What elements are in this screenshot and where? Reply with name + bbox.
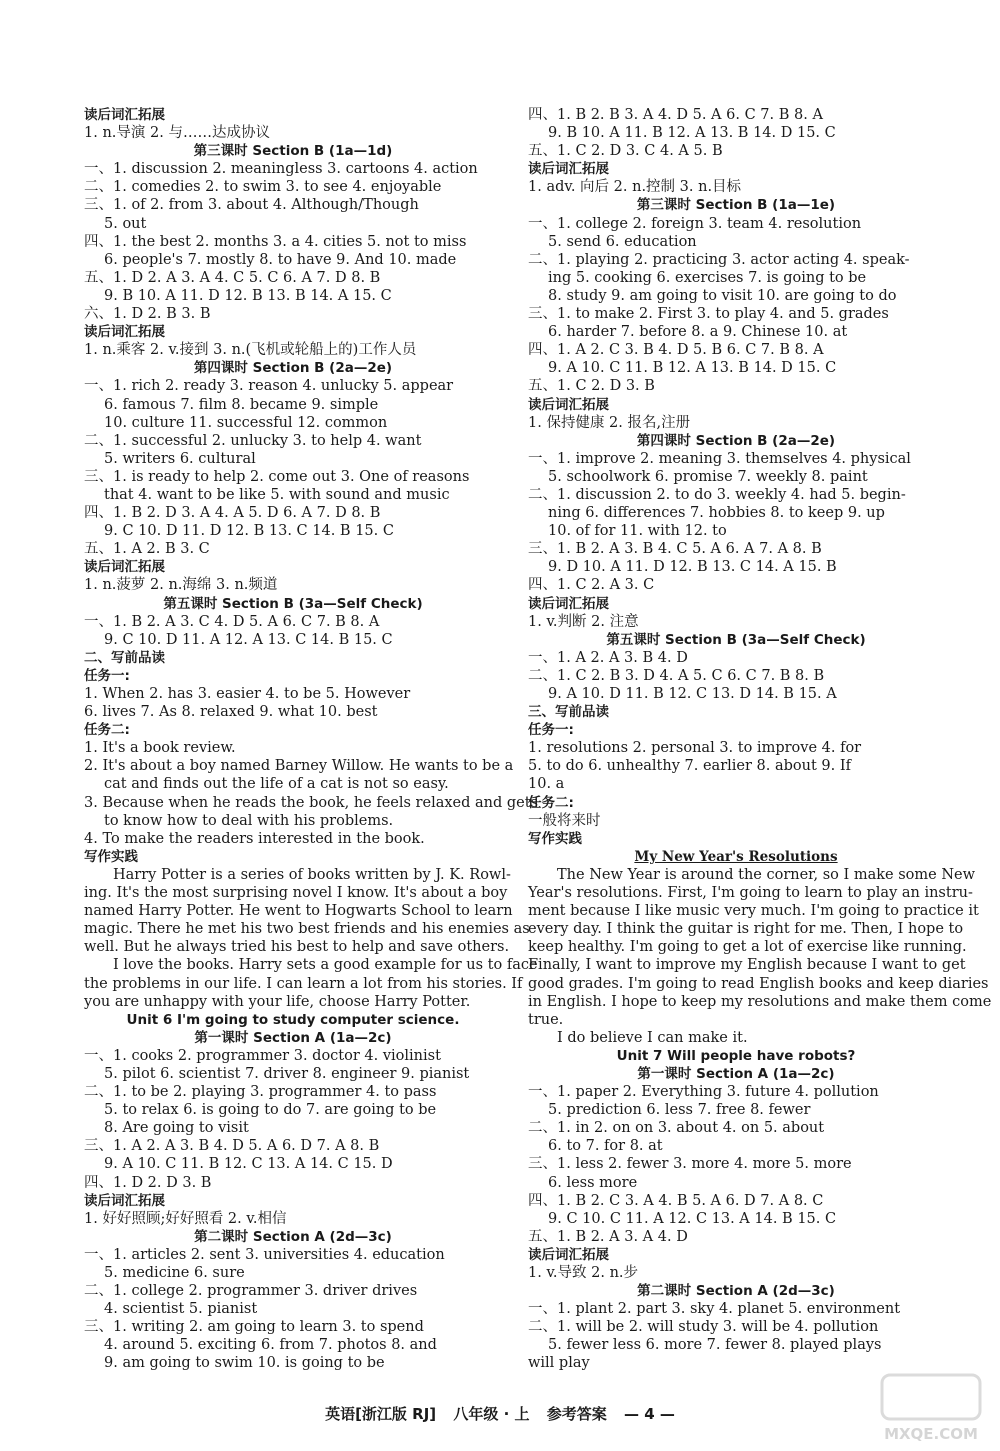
left-line: Unit 6 I'm going to study computer science. [126, 1011, 460, 1028]
left-line: 一、1. B 2. A 3. C 4. D 5. A 6. C 7. B 8. A [84, 613, 380, 630]
page-footer [0, 1403, 1000, 1424]
left-line: 三、1. writing 2. am going to learn 3. to spend [84, 1319, 424, 1336]
left-line: named Harry Potter. He went to Hogwarts School to learn [84, 903, 513, 920]
left-line: I love the books. Harry sets a good example for us to face [113, 957, 538, 974]
watermark-text: MXQE.COM [884, 1425, 978, 1443]
right-line: 三、1. to make 2. First 3. to play 4. and 5. grades [528, 306, 889, 323]
left-line: magic. There he met his two best friends and his enemies as [84, 921, 530, 938]
right-line: 5. prediction 6. less 7. free 8. fewer [548, 1102, 811, 1119]
right-line: 1. resolutions 2. personal 3. to improve 4. for [528, 740, 862, 757]
left-line: 第三课时 Section B (1a—1d) [193, 143, 393, 160]
left-line: 写作实践 [84, 848, 138, 865]
left-line: 四、1. D 2. D 3. B [84, 1174, 212, 1191]
left-line: 6. lives 7. As 8. relaxed 9. what 10. best [84, 704, 378, 721]
left-line: 4. around 5. exciting 6. from 7. photos 8. and [104, 1337, 437, 1354]
right-line: 9. C 10. C 11. A 12. C 13. A 14. B 15. C [548, 1210, 837, 1227]
footer-page-number: — 4 — [624, 1405, 675, 1423]
right-line: 写作实践 [528, 830, 582, 847]
right-line: 第四课时 Section B (2a—2e) [636, 432, 836, 449]
right-line: 1. v.判断 2. 注意 [528, 613, 639, 630]
left-line: 1. 好好照顾;好好照看 2. v.相信 [84, 1210, 287, 1227]
right-line: 一、1. A 2. A 3. B 4. D [528, 649, 688, 666]
left-line: 1. It's a book review. [84, 740, 236, 757]
left-line: you are unhappy with your life, choose Harry Potter. [84, 993, 471, 1010]
right-line: good grades. I'm going to read English books and keep diaries [528, 975, 989, 992]
left-line: 5. pilot 6. scientist 7. driver 8. engineer 9. pianist [104, 1065, 470, 1082]
right-line: 任务一: [528, 722, 574, 739]
right-line: 四、1. B 2. C 3. A 4. B 5. A 6. D 7. A 8. C [528, 1192, 824, 1209]
left-line: 二、写前品读 [84, 649, 165, 666]
footer-grade: 八年级 · 上 [453, 1405, 530, 1423]
right-line: 6. to 7. for 8. at [548, 1138, 663, 1155]
left-line: 3. Because when he reads the book, he feels relaxed and gets [84, 794, 539, 811]
right-line: 5. schoolwork 6. promise 7. weekly 8. paint [548, 468, 868, 485]
right-line: true. [528, 1011, 564, 1028]
right-line: 8. study 9. am going to visit 10. are going to do [548, 287, 897, 304]
right-line: 四、1. C 2. A 3. C [528, 577, 655, 594]
left-line: the problems in our life. I can learn a lot from his stories. If [84, 975, 523, 992]
watermark-logo [876, 1371, 986, 1445]
right-line: 二、1. playing 2. practicing 3. actor acting 4. speak- [528, 251, 910, 268]
footer-label: 参考答案 [546, 1405, 607, 1423]
right-line: every day. I think the guitar is right for me. Then, I hope to [528, 921, 964, 938]
left-line: 9. C 10. D 11. D 12. B 13. C 14. B 15. C [104, 523, 394, 540]
right-line: I do believe I can make it. [557, 1029, 748, 1046]
right-line: Unit 7 Will people have robots? [616, 1047, 856, 1064]
right-line: 一般将来时 [528, 812, 601, 829]
right-line: 读后词汇拓展 [528, 161, 609, 178]
left-line: 二、1. to be 2. playing 3. programmer 4. to pass [84, 1084, 437, 1101]
left-line: 一、1. discussion 2. meaningless 3. cartoons 4. action [84, 161, 478, 178]
right-line: 四、1. B 2. B 3. A 4. D 5. A 6. C 7. B 8. A [528, 107, 823, 123]
right-line: 一、1. paper 2. Everything 3. future 4. pollution [528, 1084, 879, 1101]
right-line: 第五课时 Section B (3a—Self Check) [606, 631, 866, 648]
right-line: 一、1. college 2. foreign 3. team 4. resolution [528, 215, 862, 232]
right-line: ning 6. differences 7. hobbies 8. to keep 9. up [548, 505, 885, 522]
left-line: 二、1. successful 2. unlucky 3. to help 4. want [84, 432, 422, 449]
right-line: 第三课时 Section B (1a—1e) [636, 197, 836, 214]
left-line: 5. medicine 6. sure [104, 1265, 245, 1281]
left-line: 第一课时 Section A (1a—2c) [194, 1029, 392, 1046]
left-line: 读后词汇拓展 [84, 107, 165, 123]
left-line: 一、1. articles 2. sent 3. universities 4. education [84, 1246, 445, 1263]
right-line: The New Year is around the corner, so I make some New [557, 866, 976, 883]
left-line: 6. famous 7. film 8. became 9. simple [104, 396, 379, 413]
right-line: 10. a [528, 776, 565, 793]
right-line: 9. B 10. A 11. B 12. A 13. B 14. D 15. C [548, 125, 836, 142]
right-line: 五、1. B 2. A 3. A 4. D [528, 1228, 688, 1245]
right-line: 5. send 6. education [548, 233, 697, 250]
left-line: that 4. want to be like 5. with sound and music [104, 486, 450, 503]
left-line: 1. n.菠萝 2. n.海绵 3. n.频道 [84, 577, 278, 594]
left-line: 二、1. comedies 2. to swim 3. to see 4. enjoyable [84, 179, 442, 196]
left-line: 9. am going to swim 10. is going to be [104, 1355, 385, 1372]
right-line: 三、1. B 2. A 3. B 4. C 5. A 6. A 7. A 8. B [528, 541, 822, 558]
left-line: cat and finds out the life of a cat is not so easy. [104, 776, 449, 793]
left-line: 8. Are going to visit [104, 1120, 249, 1137]
left-line: 四、1. the best 2. months 3. a 4. cities 5. not to miss [84, 233, 467, 250]
right-line: 一、1. plant 2. part 3. sky 4. planet 5. environment [528, 1301, 901, 1318]
left-line: 第二课时 Section A (2d—3c) [194, 1228, 392, 1245]
left-line: 读后词汇拓展 [84, 559, 165, 576]
left-line: 四、1. B 2. D 3. A 4. A 5. D 6. A 7. D 8. B [84, 505, 381, 522]
right-line: 1. v.导致 2. n.步 [528, 1265, 639, 1281]
left-line: 三、1. of 2. from 3. about 4. Although/Though [84, 197, 419, 214]
right-line: 读后词汇拓展 [528, 595, 609, 612]
right-line: 四、1. A 2. C 3. B 4. D 5. B 6. C 7. B 8. A [528, 342, 824, 359]
right-line: ment because I like music very much. I'm going to practice it [528, 903, 979, 920]
left-line: 9. C 10. D 11. A 12. A 13. C 14. B 15. C [104, 631, 393, 648]
left-line: 9. A 10. C 11. B 12. C 13. A 14. C 15. D [104, 1156, 393, 1173]
left-line: 1. n.导演 2. 与……达成协议 [84, 125, 270, 142]
left-line: 一、1. rich 2. ready 3. reason 4. unlucky 5. appear [84, 378, 454, 395]
left-line: 第四课时 Section B (2a—2e) [193, 360, 393, 377]
right-line: ing 5. cooking 6. exercises 7. is going to be [548, 269, 867, 286]
left-line: 1. n.乘客 2. v.接到 3. n.(飞机或轮船上的)工作人员 [84, 342, 417, 359]
left-line: 5. to relax 6. is going to do 7. are going to be [104, 1102, 437, 1119]
right-line: 二、1. in 2. on on 3. about 4. on 5. about [528, 1120, 825, 1137]
left-line: 任务二: [84, 722, 130, 739]
left-line: 4. To make the readers interested in the book. [84, 830, 425, 847]
left-line: 1. When 2. has 3. easier 4. to be 5. However [84, 686, 411, 702]
right-line: 第一课时 Section A (1a—2c) [637, 1065, 835, 1082]
left-line: ing. It's the most surprising novel I know. It's about a boy [84, 885, 508, 902]
left-line: 4. scientist 5. pianist [104, 1301, 258, 1318]
left-line: 9. B 10. A 11. D 12. B 13. B 14. A 15. C [104, 287, 392, 304]
right-line: 9. D 10. A 11. D 12. B 13. C 14. A 15. B [548, 559, 837, 576]
left-line: 五、1. D 2. A 3. A 4. C 5. C 6. A 7. D 8. B [84, 269, 381, 286]
right-line: 五、1. C 2. D 3. C 4. A 5. B [528, 143, 723, 160]
right-line: 二、1. will be 2. will study 3. will be 4. pollution [528, 1319, 879, 1336]
left-line: 2. It's about a boy named Barney Willow. He wants to be a [84, 758, 514, 775]
right-column [528, 106, 992, 1373]
left-line: 6. people's 7. mostly 8. to have 9. And 10. made [104, 251, 457, 268]
right-line: 5. fewer less 6. more 7. fewer 8. played plays [548, 1337, 882, 1354]
left-line: 六、1. D 2. B 3. B [84, 306, 211, 323]
right-line: keep healthy. I'm going to get a lot of exercise like running. [528, 939, 967, 956]
left-line: 10. culture 11. successful 12. common [104, 414, 388, 431]
left-line: to know how to deal with his problems. [104, 812, 394, 829]
footer-subject: 英语[浙江版 RJ] [325, 1405, 437, 1423]
right-line: 6. harder 7. before 8. a 9. Chinese 10. at [548, 324, 848, 341]
left-line: 三、1. A 2. A 3. B 4. D 5. A 6. D 7. A 8. B [84, 1138, 380, 1155]
left-column [84, 106, 539, 1373]
left-line: 5. writers 6. cultural [104, 450, 256, 467]
left-line: 一、1. cooks 2. programmer 3. doctor 4. violinist [84, 1047, 441, 1064]
right-line: 读后词汇拓展 [528, 1246, 609, 1263]
right-line: 二、1. discussion 2. to do 3. weekly 4. had 5. begin- [528, 486, 906, 503]
right-line: 9. A 10. D 11. B 12. C 13. D 14. B 15. A [548, 686, 837, 702]
right-line: 读后词汇拓展 [528, 396, 609, 413]
right-line: Year's resolutions. First, I'm going to learn to play an instru- [528, 885, 973, 902]
right-line: 二、1. C 2. B 3. D 4. A 5. C 6. C 7. B 8. B [528, 667, 825, 684]
right-line: 三、1. less 2. fewer 3. more 4. more 5. more [528, 1156, 852, 1173]
right-line: 1. adv. 向后 2. n.控制 3. n.目标 [528, 179, 742, 196]
left-line: 五、1. A 2. B 3. C [84, 541, 210, 558]
left-line: well. But he always tried his best to help and save others. [84, 939, 510, 956]
right-line: 9. A 10. C 11. B 12. A 13. B 14. D 15. C [548, 360, 837, 377]
right-line: 一、1. improve 2. meaning 3. themselves 4. physical [528, 450, 911, 467]
left-line: 第五课时 Section B (3a—Self Check) [163, 595, 423, 612]
right-line: 三、写前品读 [528, 704, 609, 721]
right-line: My New Year's Resolutions [634, 848, 838, 865]
right-line: 10. of for 11. with 12. to [548, 523, 727, 540]
left-line: 读后词汇拓展 [84, 1192, 165, 1209]
right-line: 5. to do 6. unhealthy 7. earlier 8. about 9. If [528, 758, 851, 775]
left-line: 5. out [104, 215, 147, 232]
right-line: will play [528, 1355, 590, 1372]
right-line: Finally, I want to improve my English because I want to get [528, 957, 966, 974]
right-line: 1. 保持健康 2. 报名,注册 [528, 414, 691, 431]
right-line: 五、1. C 2. D 3. B [528, 378, 655, 395]
right-line: in English. I hope to keep my resolutions and make them come [528, 993, 992, 1010]
left-line: 二、1. college 2. programmer 3. driver drives [84, 1283, 418, 1300]
right-line: 6. less more [548, 1174, 638, 1191]
left-line: Harry Potter is a series of books written by J. K. Rowl- [113, 866, 511, 883]
right-line: 任务二: [528, 794, 574, 811]
left-line: 读后词汇拓展 [84, 324, 165, 341]
left-line: 三、1. is ready to help 2. come out 3. One of reasons [84, 468, 470, 485]
left-line: 任务一: [84, 667, 130, 684]
right-line: 第二课时 Section A (2d—3c) [637, 1283, 835, 1300]
